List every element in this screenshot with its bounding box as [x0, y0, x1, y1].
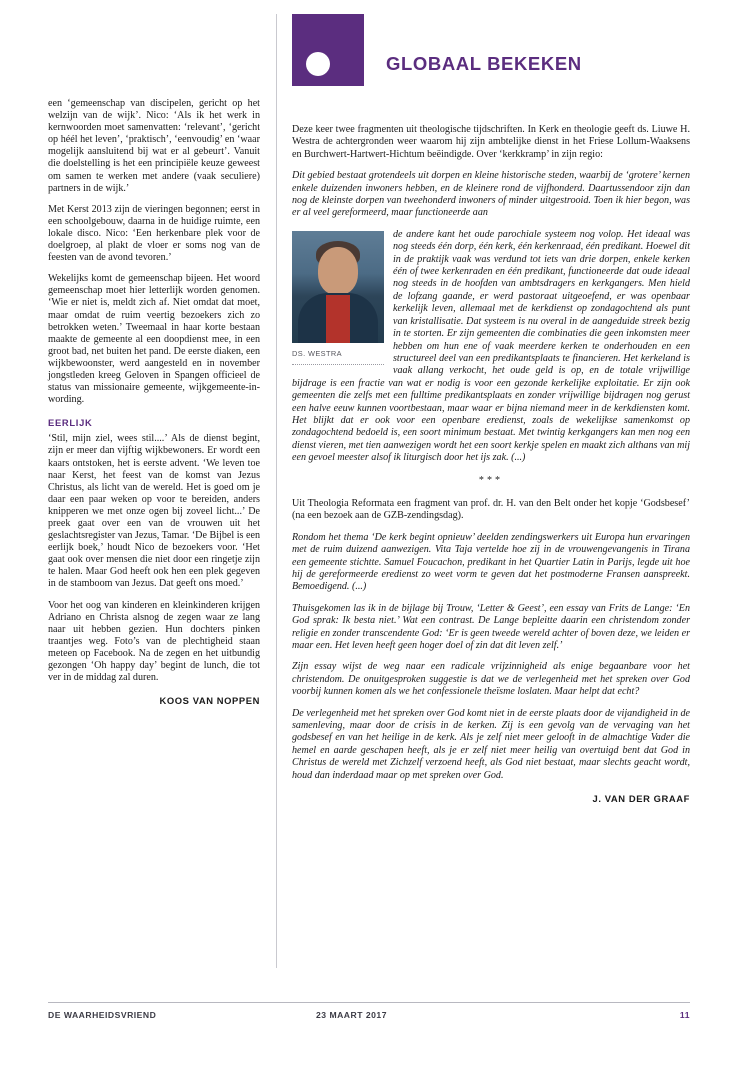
quote-paragraph: Dit gebied bestaat grotendeels uit dorpen en kleine historische steden, waarbij de ‘grotere’ kernen enkele duizenden inwoners hebben, en de kleinere rond de vijfhonderd. Daartussendoor zijn dan nog de kleinste dorpen van tweehonderd inwoners of minder uitgestrooid. Toen ik hier begon, was er al veel gereformeerd, maar functioneerde aan	[292, 170, 690, 219]
left-column	[48, 98, 260, 707]
photo-shirt-shape	[326, 295, 350, 343]
footer-publication: DE WAARHEIDSVRIEND	[48, 1010, 157, 1020]
section-separator: ***	[478, 474, 504, 486]
footer-divider	[48, 1002, 690, 1003]
quote-paragraph: de andere kant het oude parochiale systeem nog volop. Het ideaal was nog steeds één dorp, één kerk, één kerkenraad, één predikant. Hoewel dit in de praktijk vaak was verdund tot iets van drie dorpen, enkele kerken één of twee kerkenraden en één predikant, functioneerde dat oude ideaal nog steeds in de hoofden van ambtsdragers en kerkgangers. Men hield de lofzang gaande, er werd pastoraat uitgeoefend, er was openbaar kerkelijk leven, allemaal met de kerkdienst op zondagochtend als punt van kristallisatie. Dat systeem is nu overal in de aangeduide streek bezig in te storten. Er zijn gemeenten die combinaties die geen inkomsten meer hebben om hun ene of vaak meerdere kerken te onderhouden en een structureel deel van een predikantsplaats te financieren. Het kerkeland is vaak allang verkocht, het oude geld is op, en de totale vrijwillige bijdrage is een fractie van wat er nodig is voor een gezonde kerkelijke exploitatie. Er zijn ook gemeenten die zelfs met een fulltime predikantsplaats en zonder vrijwillige bijdragen nog gerust een halve eeuw kunnen voortbestaan, maar waar er bijna niemand meer in de kerkdiensten komt. Het blijkt dat er ook voor een openbare eredienst, zoals de wekelijkse samenkomst op zondagochtend bedoeld is, een soort minimum bestaat. Met twintig kerkgangers kan men nog een dienst vieren, met tien aanwezigen wordt het een soort kerkje spelen en maakt zich althans van mij een gevoel meester alsof ik liturgisch door het ijs zak. (...)	[292, 228, 690, 464]
footer-date: 23 MAART 2017	[316, 1010, 387, 1020]
author-byline-left: KOOS VAN NOPPEN	[159, 695, 260, 707]
paragraph: een ‘gemeenschap van discipelen, gericht op het welzijn van de wijk’. Nico: ‘Als ik het werk in kernwoorden moet samenvatten: ‘relevant’, ‘gericht op héél het leven’, ‘praktisch’, ‘eenvoudig’ en ‘waar mogelijk aansluitend bij wat er al gebeurt’. Vanuit die doelstelling is het een principiële keuze geweest om samen te werken met andere (vaak seculiere) partners in de wijk.’	[48, 98, 260, 194]
bridge-paragraph: Uit Theologia Reformata een fragment van prof. dr. H. van den Belt onder het kopje ‘Godsbesef’ (na een bezoek aan de GZB-zendingsdag).	[292, 497, 690, 522]
portrait-photo	[292, 231, 384, 343]
author-byline-right: J. VAN DER GRAAF	[592, 793, 690, 805]
globaal-bekeken-logo-icon	[292, 14, 364, 86]
subsection-heading: EERLIJK	[48, 417, 93, 429]
paragraph: Voor het oog van kinderen en kleinkinderen krijgen Adriano en Christa alsnog de zegen waar ze lang naar uit hebben gezien. Hun dochters pinken traantjes weg. Foto’s van de plechtigheid staan meteen op Facebook. Na de zegen en het uitbundig gezongen ‘Oh happy day’ begint de lunch, die tot ver in de middag zal duren.	[48, 599, 260, 684]
paragraph: Met Kerst 2013 zijn de vieringen begonnen; eerst in een schoolgebouw, daarna in de huidige ruimte, een lokale disco. Nico: ‘Een herkenbare plek voor de doelgroep, al plakt de vloer er soms nog van de feesten van de avond tevoren.’	[48, 203, 260, 264]
paragraph: Wekelijks komt de gemeenschap bijeen. Het woord gemeenschap moet hier letterlijk worden genomen. ‘Wie er niet is, meldt zich af. Niet omdat dat moet, maar omdat de ruim veertig bezoekers zich zo betrokken weten.’ Tweemaal in haar korte bestaan maakte de gemeente al een doopdienst mee, in een groot bad, net buiten het pand. De eerste diaken, een wijkbewoonster, werd aangesteld en in november jongstleden kreeg Geloven in Spangen officieel de status van missionaire gemeente, wijkgemeente-in-wording.	[48, 273, 260, 406]
quote-paragraph: Rondom het thema ‘De kerk begint opnieuw’ deelden zendingswerkers uit Europa hun ervaringen met de ruim duizend aanwezigen. Vita Taja vertelde hoe zij in de vrouwengevangenis in Tirana een gemeente stichtte. Samuel Foucachon, predikant in het Quartier Latin in Parijs, legde uit hoe hij de gereformeerde eredienst zo weet vorm te geven dat het postmoderne Fransen aanspreekt. Bemoedigend. (...)	[292, 531, 690, 593]
photo-caption: DS. WESTRA	[292, 348, 342, 358]
right-column	[292, 124, 690, 806]
column-divider	[276, 14, 277, 968]
footer-page-number: 11	[679, 1010, 690, 1020]
caption-rule	[292, 364, 384, 365]
logo-circle-icon	[306, 52, 330, 76]
intro-paragraph: Deze keer twee fragmenten uit theologische tijdschriften. In Kerk en theologie geeft ds. Liuwe H. Westra de achtergronden weer waarom hij zijn ambtelijke dienst in het Friese Lollum-Waaksens en Burchwert-Hartwert-Hichtum beëindigde. Over ‘kerkkramp’ in zijn regio:	[292, 124, 690, 160]
quote-paragraph: Thuisgekomen las ik in de bijlage bij Trouw, ‘Letter & Geest’, een essay van Frits de Lange: ‘En God sprak: Ik besta niet.’ Wat een contrast. De Lange bepleitte daarin een christendom zonder religie en zonder transcendente God: ‘Er is geen tweede wereld achter of boven deze, we leiden er maar een. Het leven heeft geen hoger doel of zin dat dit leven zelf.’	[292, 602, 690, 652]
quote-paragraph: De verlegenheid met het spreken over God komt niet in de eerste plaats door de vijandigheid in de samenleving, maar door de crisis in de kerken. Zij is een gevolg van de vervaging van het godsbesef en van het heilige in de kerk. Als je zelf niet meer gelooft in de almachtige Vader die hemel en aarde geschapen heeft, als je er zelf niet meer heilig van overtuigd bent dat God in Christus de wereld met Zichzelf verzoend heeft, als God niet bestaat, maar slechts geacht wordt, houd dan inderdaad maar op met spreken over God.	[292, 707, 690, 781]
photo-face-shape	[318, 247, 358, 295]
paragraph: ‘Stil, mijn ziel, wees stil....’ Als de dienst begint, zijn er meer dan vijftig wijkbewoners. Er wordt een kaars ontstoken, het is eerste advent. ‘We leven toe naar Kerst, het feest van de komst van Jezus Christus, als licht van de wereld. Het is goed om je daar een paar weken op voor te bereiden, anders knipperen we met onze ogen bij zoveel licht...’ De preek gaat over een van de vrouwen uit het geslachtsregister van Jezus, Tamar. ‘De Bijbel is een eerlijk boek,’ houdt Nico de bezoekers voor. ‘Het gaat ook over mensen die niet door een ringetje zijn te halen. Maar God heeft ook hen een plek gegeven in de stamboom van Jezus. Dat geeft ons moed.’	[48, 433, 260, 590]
photo-figure	[292, 231, 384, 365]
quote-paragraph: Zijn essay wijst de weg naar een radicale vrijzinnigheid als enige begaanbare voor het christendom. De onuitgesproken suggestie is dat we de verlegenheid met het spreken over God voorbij kunnen komen als we het confessionele theïsme loslaten. Maar helpt dat echt?	[292, 661, 690, 698]
page-title: GLOBAAL BEKEKEN	[386, 53, 582, 74]
